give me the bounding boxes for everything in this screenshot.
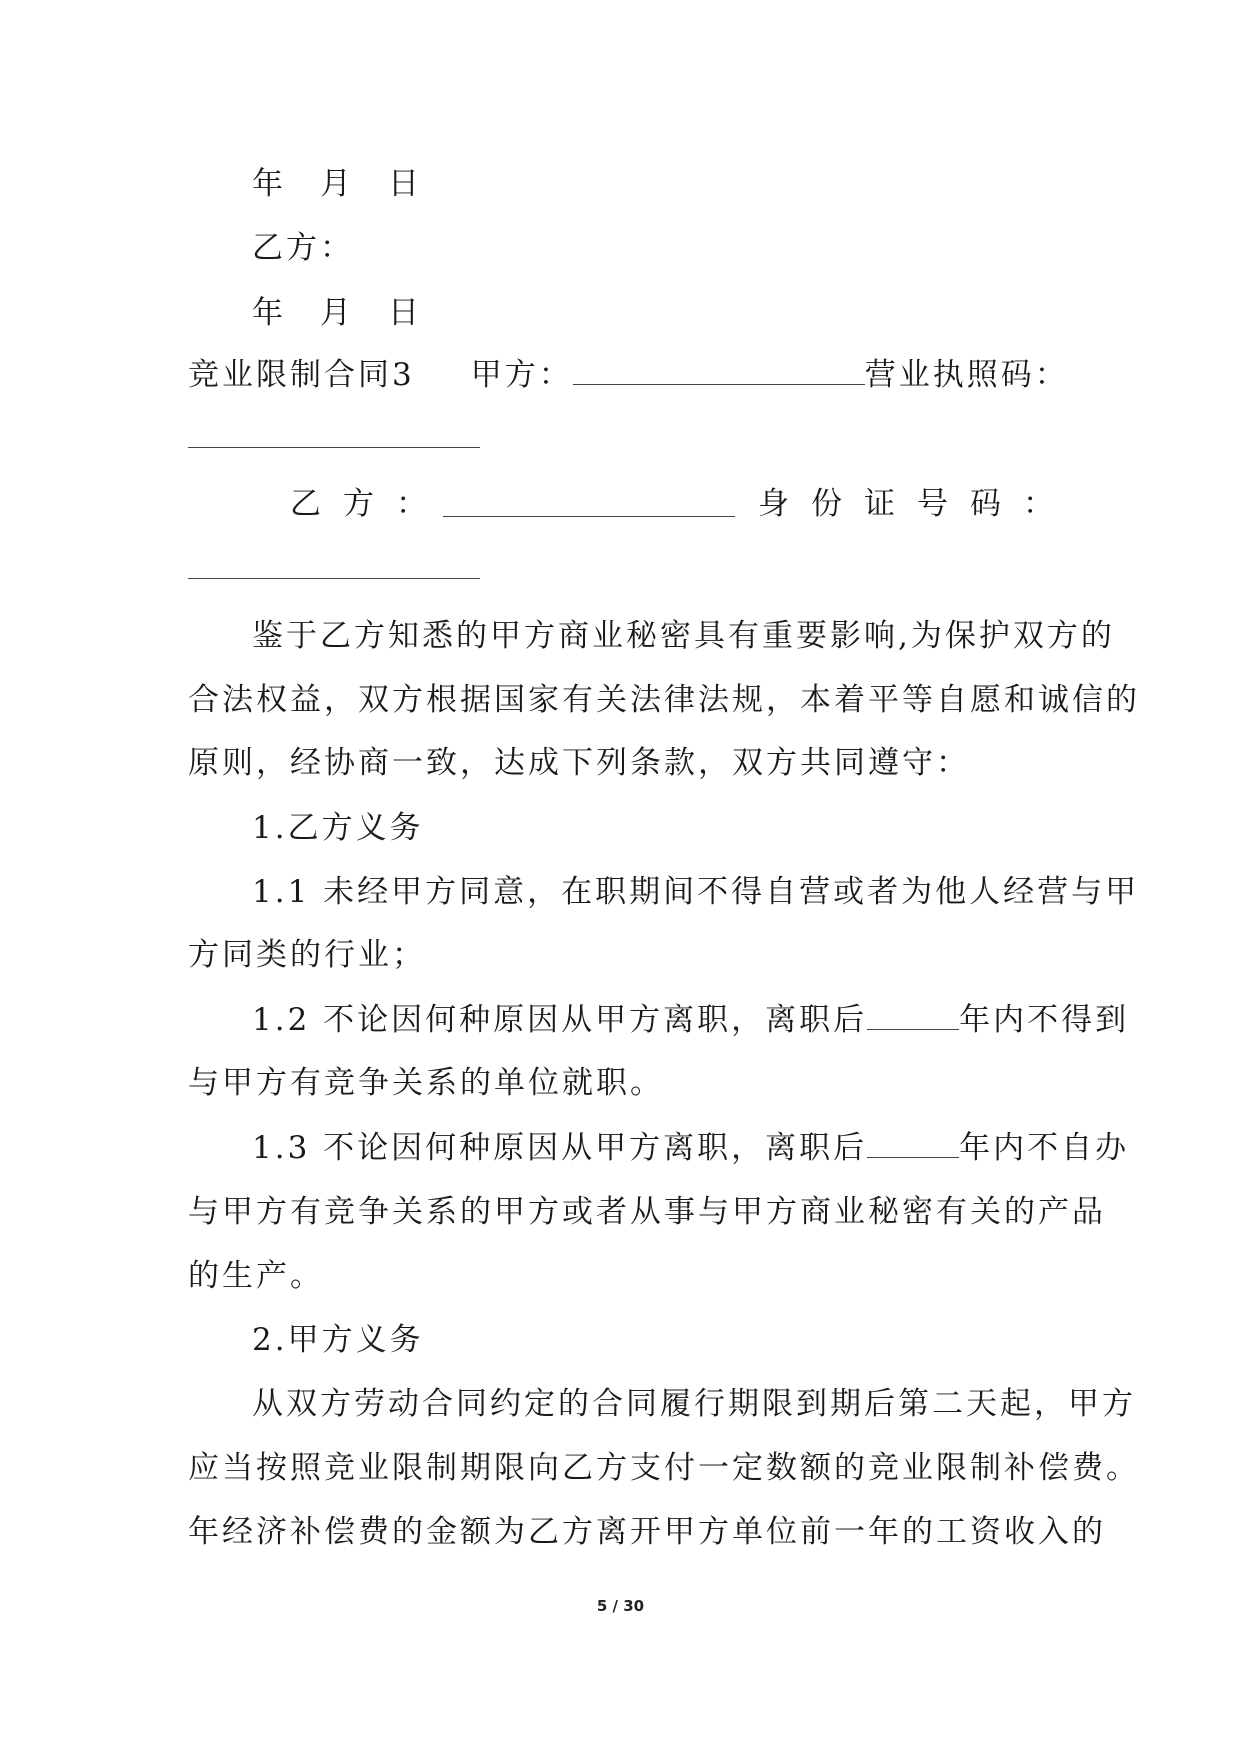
clause-1-3-cont: 的生产。 [188, 1258, 324, 1294]
party-b-blank [443, 516, 735, 517]
page-number: 5 / 30 [596, 1597, 645, 1615]
party-a-label: 甲方： [470, 357, 573, 393]
preamble-line: 原则，经协商一致，达成下列条款，双方共同遵守： [188, 745, 970, 781]
party-a-blank [573, 356, 865, 385]
id-number-blank [188, 578, 480, 579]
license-number-blank [188, 447, 480, 448]
clause-1-1-cont: 方同类的行业； [188, 937, 426, 973]
id-number-label: 身 份 证 号 码 ： [758, 486, 1054, 522]
business-license-label: 营业执照码： [864, 357, 1069, 393]
clause-1-1: 1.1 未经甲方同意，在职期间不得自营或者为他人经营与甲 [252, 874, 1140, 910]
section-2-line: 从双方劳动合同约定的合同履行期限到期后第二天起，甲方 [252, 1386, 1136, 1422]
clause-1-2: 1.2 不论因何种原因从甲方离职，离职后 年内不得到 [252, 1002, 1130, 1038]
section-2-line: 应当按照竞业限制期限向乙方支付一定数额的竞业限制补偿费。 [188, 1450, 1140, 1486]
years-blank [867, 1129, 959, 1158]
party-b-signature-label: 乙方： [252, 230, 354, 266]
date-line: 年 月 日 [252, 295, 422, 331]
contract-heading: 竞业限制合同3 [188, 357, 415, 393]
contract3-heading-line [188, 355, 1069, 395]
party-b-label: 乙 方 ： [290, 486, 427, 522]
preamble-line: 鉴于乙方知悉的甲方商业秘密具有重要影响,为保护双方的 [252, 618, 1115, 654]
section-2-line: 年经济补偿费的金额为乙方离开甲方单位前一年的工资收入的 [188, 1514, 1106, 1550]
clause-1-3-cont: 与甲方有竞争关系的甲方或者从事与甲方商业秘密有关的产品 [188, 1194, 1106, 1230]
clause-1-3: 1.3 不论因何种原因从甲方离职，离职后 年内不自办 [252, 1130, 1130, 1166]
clause-1-2-cont: 与甲方有竞争关系的单位就职。 [188, 1065, 664, 1101]
section-heading: 2.甲方义务 [252, 1322, 424, 1358]
section-heading: 1.乙方义务 [252, 810, 424, 846]
preamble-line: 合法权益，双方根据国家有关法律法规，本着平等自愿和诚信的 [188, 682, 1140, 718]
years-blank [867, 1001, 959, 1030]
date-line: 年 月 日 [252, 166, 422, 202]
